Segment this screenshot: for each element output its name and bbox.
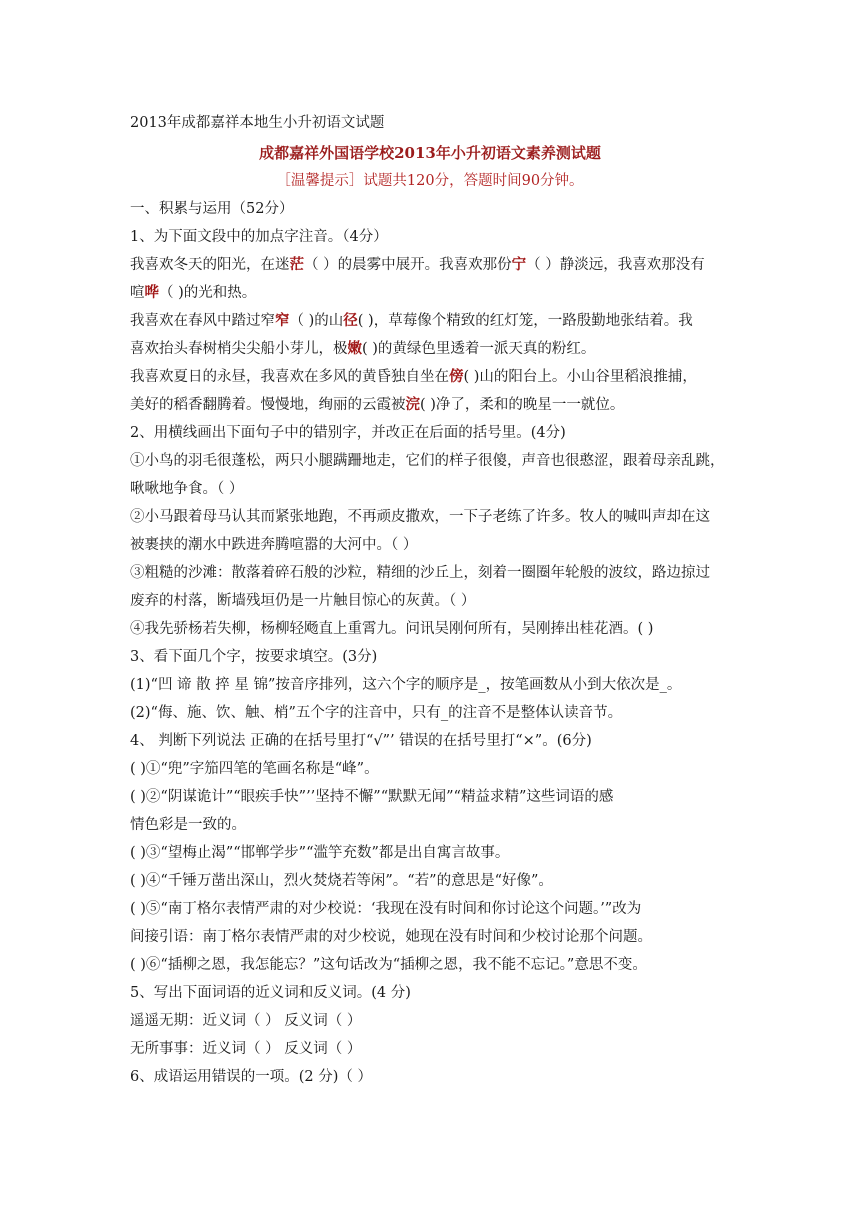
q4-s6: ( )⑥“插柳之恩，我怎能忘？”这句话改为“插柳之恩，我不能不忘记。”意思不变。 — [130, 957, 647, 973]
q3-title: 3、看下面几个字，按要求填空。(3分) — [130, 649, 378, 665]
q1-title: 1、为下面文段中的加点字注音。（4分） — [130, 229, 388, 245]
emphasis-char: 宁 — [511, 256, 527, 273]
q2-s4: ④我先骄杨若失柳，杨柳轻飏直上重霄九。问讯吴刚何所有，吴刚捧出桂花酒。( ) — [130, 621, 654, 637]
q1-p1-line2 — [130, 283, 732, 303]
q2-s2-line1: ②小马跟着母马认其而紧张地跑，不再顽皮撒欢，一下子老练了许多。牧人的喊叫声却在这 — [130, 509, 710, 525]
text-run: （ )的山 — [289, 313, 344, 329]
top-title: 2013年成都嘉祥本地生小升初语文试题 — [130, 115, 385, 131]
emphasis-char: 茫 — [289, 256, 304, 273]
q4-s2-line2: 情色彩是一致的。 — [130, 817, 246, 833]
q2-s3-line1: ③粗糙的沙滩：散落着碎石般的沙粒，精细的沙丘上，刻着一圈圈年轮般的波纹，路边掠过 — [130, 565, 710, 581]
q1-p3-line1 — [130, 367, 732, 387]
q4-s1: ( )①“兜”字笳四笔的笔画名称是“峰”。 — [130, 761, 379, 777]
q4-s2-line1: ( )②“阴谋诡计”“眼疾手快”’’坚持不懈”“默默无闻”“精益求精”这些词语的感 — [130, 789, 614, 805]
emphasis-char: 窄 — [275, 312, 290, 329]
text-run: 喧 — [130, 285, 145, 301]
text-run: 喜欢抬头春树梢尖尖船小芽儿，极 — [130, 341, 348, 357]
text-run: ( )净了，柔和的晚星一一就位。 — [420, 397, 625, 413]
q3-s1: (1)“凹 谛 散 捽 星 锦”按音序排列，这六个字的顺序是_，按笔画数从小到大依次是_。 — [130, 677, 682, 693]
emphasis-char: 嫩 — [347, 340, 362, 357]
q6-title: 6、成语运用错误的一项。(2 分)（ ） — [130, 1069, 372, 1085]
section-heading: 一、积累与运用（52分） — [130, 201, 294, 217]
text-run: ( )山的阳台上。小山谷里稻浪推捕， — [463, 369, 697, 385]
emphasis-char: 浣 — [405, 396, 420, 413]
text-run: ( )，草莓像个精致的红灯笼，一路殷勤地张结着。我 — [357, 313, 693, 329]
q4-s5-line1: ( )⑤“南丁格尔表情严肃的对少校说：‘我现在没有时间和你讨论这个问题。’”改为 — [130, 901, 642, 917]
q3-s2: (2)“侮、施、饮、触、梢”五个字的注音中，只有_的注音不是整体认读音节。 — [130, 705, 623, 721]
q1-p2-line1 — [130, 311, 732, 331]
q1-p2-line2 — [130, 339, 732, 359]
text-run: 我喜欢在春风中踏过窄 — [130, 313, 275, 329]
emphasis-char: 傍 — [449, 368, 464, 385]
tip-text: ［温馨提示］试题共120分，答题时间90分钟。 — [276, 173, 584, 189]
q2-s3-line2: 废弃的村落，断墙残垣仍是一片触目惊心的灰黄。（ ） — [130, 593, 476, 609]
text-run: （ ）的晨雾中展开。我喜欢那份 — [304, 257, 512, 273]
text-run: （ ）静淡远，我喜欢那没有 — [526, 257, 705, 273]
q2-s1-line2: 啾啾地争食。（ ） — [130, 481, 244, 497]
q4-s4: ( )④“千锤万凿出深山，烈火焚烧若等闲”。“若”的意思是“好像”。 — [130, 873, 553, 889]
q5-title: 5、写出下面词语的近义词和反义词。(4 分) — [130, 985, 411, 1001]
q1-p3-line2 — [130, 395, 732, 415]
q2-s2-line2: 被裹挟的潮水中跌进奔腾喧嚣的大河中。（ ） — [130, 537, 418, 553]
main-title: 成都嘉祥外国语学校2013年小升初语文素养测试题 — [259, 144, 601, 162]
q2-s1-line1: ①小鸟的羽毛很蓬松，两只小腿蹒跚地走，它们的样子很傻，声音也很憨涩，跟着母亲乱跳， — [130, 453, 725, 469]
q5-s2: 无所事事：近义词（ ） 反义词（ ） — [130, 1041, 362, 1057]
emphasis-char: 哗 — [144, 284, 159, 301]
text-run: （ )的光和热。 — [159, 285, 257, 301]
q1-p1-line1 — [130, 255, 732, 275]
q5-s1: 遥遥无期：近义词（ ） 反义词（ ） — [130, 1013, 362, 1029]
q4-title: 4、 判断下列说法 正确的在括号里打“√”’ 错误的在括号里打“×”。(6分) — [130, 733, 592, 749]
q2-title: 2、用横线画出下面句子中的错别字，并改正在后面的括号里。(4分) — [130, 425, 566, 441]
q4-s5-line2: 间接引语：南丁格尔表情严肃的对少校说，她现在没有时间和少校讨论那个问题。 — [130, 929, 652, 945]
text-run: 我喜欢夏日的永昼，我喜欢在多风的黄昏独自坐在 — [130, 369, 449, 385]
text-run: 美好的稻香翻腾着。慢慢地，绚丽的云霞被 — [130, 397, 406, 413]
q4-s3: ( )③“望梅止渴”“邯郸学步”“滥竽充数”都是出自寓言故事。 — [130, 845, 510, 861]
text-run: ( )的黄绿色里透着一派天真的粉红。 — [362, 341, 596, 357]
text-run: 我喜欢冬天的阳光，在迷 — [130, 257, 290, 273]
emphasis-char: 径 — [343, 312, 358, 329]
